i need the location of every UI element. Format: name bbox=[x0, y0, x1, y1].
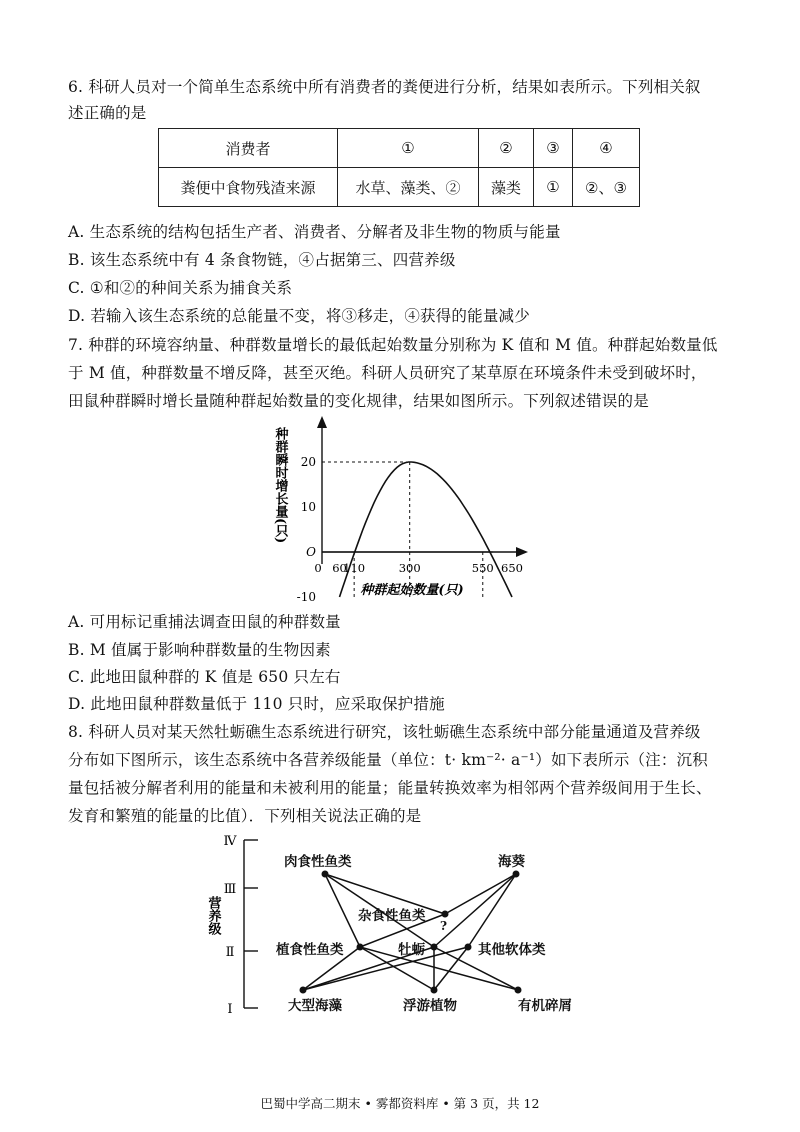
growth-curve bbox=[340, 462, 513, 597]
table-row bbox=[159, 168, 640, 207]
node-plankton bbox=[431, 987, 438, 994]
q7-option-a: A. 可用标记重捕法调查田鼠的种群数量 bbox=[68, 613, 341, 631]
growth-chart bbox=[260, 412, 540, 607]
level-label: Ⅲ bbox=[223, 882, 237, 897]
label-plankton: 浮游植物 bbox=[403, 998, 457, 1014]
table-cell: 藻类 bbox=[479, 168, 534, 207]
q8-stem-line3: 量包括被分解者利用的能量和未被利用的能量；能量转换效率为相邻两个营养级间用于生长、 bbox=[68, 779, 712, 797]
node-anemone bbox=[513, 871, 520, 878]
q6-stem-line1: 6. 科研人员对一个简单生态系统中所有消费者的粪便进行分析，结果如表所示。下列相关叙 bbox=[68, 78, 701, 96]
node-oyster bbox=[431, 944, 438, 951]
node-other-mollusks bbox=[465, 944, 472, 951]
q6-option-d: D. 若输入该生态系统的总能量不变，将③移走，④获得的能量减少 bbox=[68, 307, 530, 325]
q8-stem-line4: 发育和繁殖的能量的比值）．下列相关说法正确的是 bbox=[68, 807, 422, 825]
node-herbivore-fish bbox=[357, 944, 364, 951]
table-cell: ② bbox=[479, 129, 534, 168]
table-cell: ③ bbox=[534, 129, 573, 168]
y-tick-label: 10 bbox=[300, 500, 316, 514]
food-web-edges bbox=[303, 874, 518, 990]
y-tick-label: O bbox=[306, 545, 316, 559]
q8-stem-line1: 8. 科研人员对某天然牡蛎礁生态系统进行研究，该牡蛎礁生态系统中部分能量通道及营养级 bbox=[68, 723, 701, 741]
x-tick-label: 0 bbox=[314, 561, 322, 575]
label-question-mark: ? bbox=[440, 919, 448, 933]
q6-option-b: B. 该生态系统中有 4 条食物链，④占据第三、四营养级 bbox=[68, 251, 456, 269]
x-tick-label: 300 bbox=[398, 561, 421, 575]
page-footer: 巴蜀中学高二期末 • 雾都资料库 • 第 3 页，共 12 bbox=[260, 1096, 540, 1111]
y-tick-label: 20 bbox=[300, 455, 316, 469]
table-cell: 粪便中食物残渣来源 bbox=[159, 168, 338, 207]
q7-stem-line3: 田鼠种群瞬时增长量随种群起始数量的变化规律，结果如图所示。下列叙述错误的是 bbox=[68, 392, 649, 410]
x-tick-label: 60 bbox=[332, 561, 347, 575]
q6-option-c: C. ①和②的种间关系为捕食关系 bbox=[68, 279, 293, 297]
label-omnivore-fish: 杂食性鱼类 bbox=[358, 908, 426, 924]
x-tick-label: 650 bbox=[501, 561, 523, 575]
label-other-mollusks: 其他软体类 bbox=[478, 942, 546, 958]
label-seaweed: 大型海藻 bbox=[288, 998, 342, 1014]
table-cell: 消费者 bbox=[159, 129, 338, 168]
q7-stem-line2: 于 M 值，种群数量不增反降，甚至灭绝。科研人员研究了某草原在环境条件未受到破坏时， bbox=[68, 364, 707, 382]
edge bbox=[445, 874, 516, 914]
x-tick-label: 110 bbox=[343, 561, 366, 575]
food-web-diagram bbox=[200, 828, 620, 1028]
label-anemone: 海葵 bbox=[498, 854, 525, 870]
table-cell: ① bbox=[534, 168, 573, 207]
node-seaweed bbox=[300, 987, 307, 994]
q6-table bbox=[158, 128, 640, 207]
x-axis-arrow bbox=[516, 547, 528, 557]
y-tick-label: -10 bbox=[296, 590, 316, 604]
q7-option-d: D. 此地田鼠种群数量低于 110 只时，应采取保护措施 bbox=[68, 695, 445, 713]
node-detritus bbox=[515, 987, 522, 994]
label-oyster: 牡蛎 bbox=[398, 942, 425, 958]
x-tick-label: 550 bbox=[471, 561, 494, 575]
label-carnivore-fish: 肉食性鱼类 bbox=[284, 854, 352, 870]
trophic-axis-label: 营养级 bbox=[205, 896, 221, 935]
node-omnivore-fish bbox=[442, 911, 449, 918]
level-label: Ⅳ bbox=[223, 834, 237, 849]
node-carnivore-fish bbox=[322, 871, 329, 878]
table-cell: ②、③ bbox=[573, 168, 640, 207]
table-row bbox=[159, 129, 640, 168]
y-axis-label: 种群瞬时增长量(只) bbox=[272, 427, 288, 544]
level-label: Ⅰ bbox=[227, 1002, 233, 1017]
q7-stem-line1: 7. 种群的环境容纳量、种群数量增长的最低起始数量分别称为 K 值和 M 值。种群起始数量低 bbox=[68, 336, 718, 354]
x-axis-label: 种群起始数量(只) bbox=[360, 583, 464, 598]
table-cell: 水草、藻类、② bbox=[338, 168, 479, 207]
q6-stem-line2: 述正确的是 bbox=[68, 104, 147, 122]
table-cell: ④ bbox=[573, 129, 640, 168]
q7-option-b: B. M 值属于影响种群数量的生物因素 bbox=[68, 641, 331, 659]
table-cell: ① bbox=[338, 129, 479, 168]
y-axis-arrow bbox=[317, 416, 327, 428]
q7-option-c: C. 此地田鼠种群的 K 值是 650 只左右 bbox=[68, 668, 341, 686]
q8-stem-line2: 分布如下图所示，该生态系统中各营养级能量（单位：t· km⁻²· a⁻¹）如下表所示（注：沉积 bbox=[68, 751, 708, 769]
label-detritus: 有机碎屑 bbox=[518, 998, 572, 1014]
q6-option-a: A. 生态系统的结构包括生产者、消费者、分解者及非生物的物质与能量 bbox=[68, 223, 561, 241]
level-label: Ⅱ bbox=[225, 945, 235, 960]
label-herbivore-fish: 植食性鱼类 bbox=[276, 942, 344, 958]
